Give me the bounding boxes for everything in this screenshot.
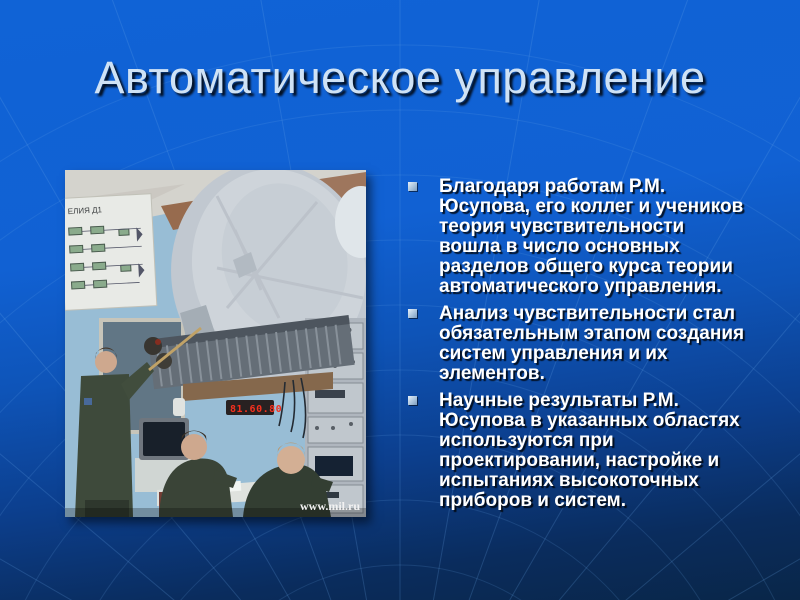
led-digits: 81.60.80 (230, 404, 283, 415)
bullet-text: Научные результаты Р.М. Юсупова в указанных областях используются при проектировании, настройке и испытаниях высокоточных приборов и систем. (439, 390, 740, 511)
bullet-item (408, 304, 758, 384)
square-bullet-icon (408, 396, 417, 405)
poster-label: ЕЛИЯ Д1 (67, 205, 103, 217)
bullet-list (408, 177, 758, 518)
bullet-item (408, 391, 758, 511)
slide-title: Автоматическое управление (94, 52, 706, 103)
bullet-text: Благодаря работам Р.М. Юсупова, его коллег и учеников теория чувствительности вошла в число основных разделов общего курса теории автоматического управления. (439, 176, 744, 297)
bullet-item (408, 177, 758, 297)
bullet-text: Анализ чувствительности стал обязательным этапом создания систем управления и их элементов. (439, 303, 745, 384)
photo-watermark: www.mil.ru (300, 499, 360, 513)
square-bullet-icon (408, 309, 417, 318)
photo-military-control-room (65, 170, 366, 517)
photo-tint (65, 170, 366, 517)
square-bullet-icon (408, 182, 417, 191)
